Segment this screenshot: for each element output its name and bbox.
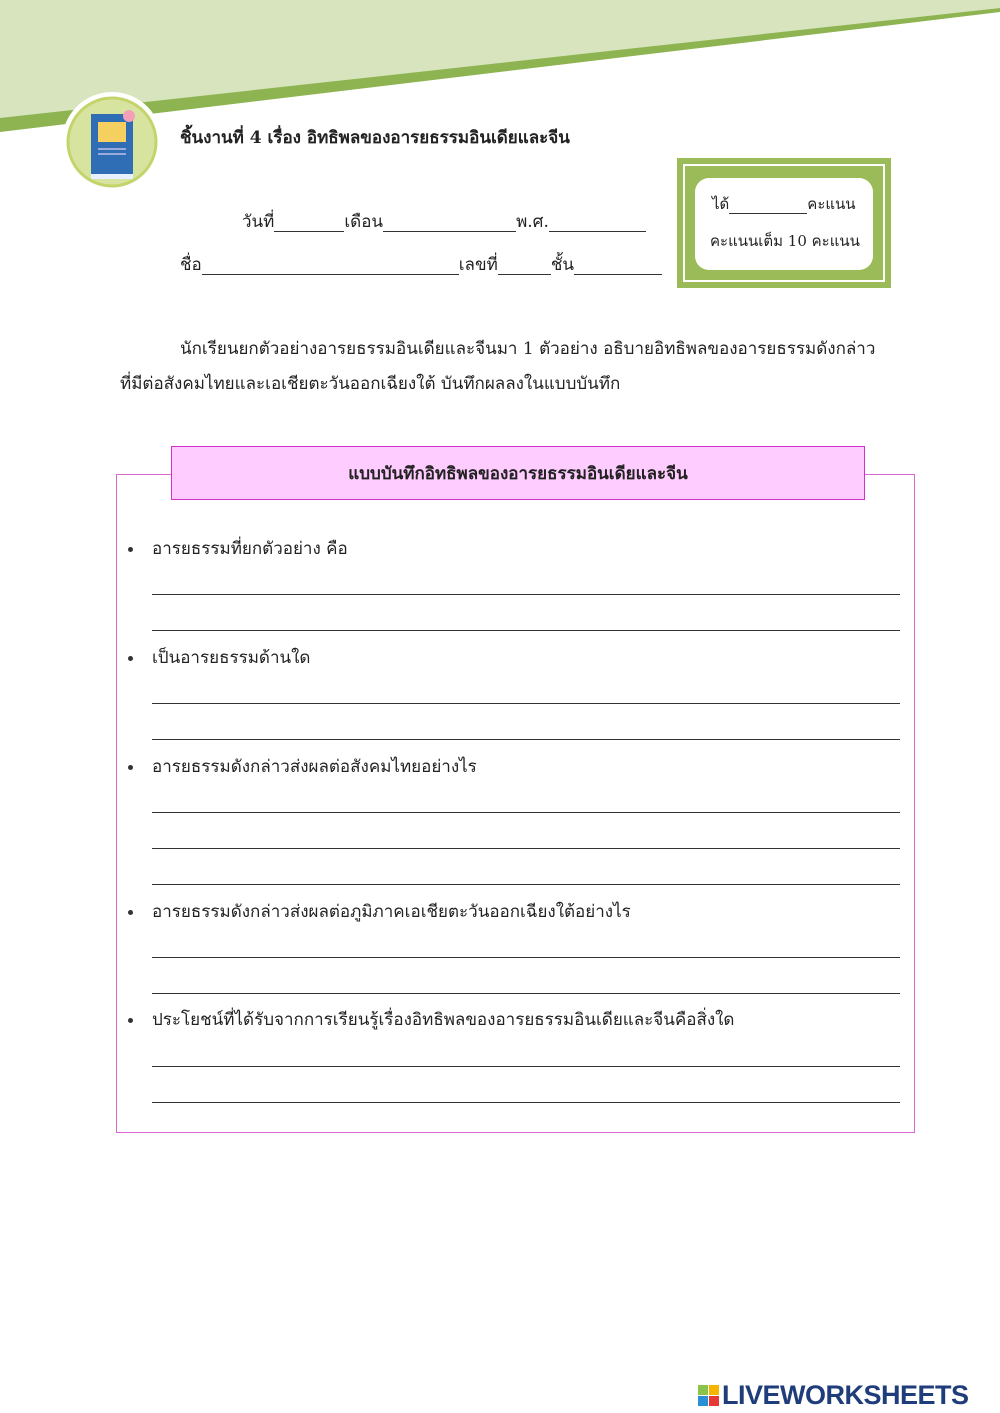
notebook-icon-art bbox=[66, 96, 158, 188]
answer-line[interactable] bbox=[152, 848, 900, 849]
answer-line[interactable] bbox=[152, 957, 900, 958]
question-label: อารยธรรมดังกล่าวส่งผลต่อสังคมไทยอย่างไร bbox=[152, 757, 477, 777]
answer-line[interactable] bbox=[152, 993, 900, 994]
number-field[interactable] bbox=[498, 258, 551, 275]
bullet-icon bbox=[128, 547, 133, 552]
bullet-icon bbox=[128, 910, 133, 915]
instructions-line-2: ที่มีต่อสังคมไทยและเอเชียตะวันออกเฉียงใต้ บันทึกผลลงในแบบบันทึก bbox=[120, 374, 621, 394]
liveworksheets-logo bbox=[698, 1380, 969, 1411]
bullet-icon bbox=[128, 765, 133, 770]
answer-line[interactable] bbox=[152, 1066, 900, 1067]
score-points-label: คะแนน bbox=[807, 195, 856, 213]
record-title-box bbox=[171, 446, 865, 500]
day-field[interactable] bbox=[274, 215, 344, 232]
score-field[interactable] bbox=[729, 199, 807, 214]
question-label: ประโยชน์ที่ได้รับจากการเรียนรู้เรื่องอิทธิพลของอารยธรรมอินเดียและจีนคือสิ่งใด bbox=[152, 1010, 735, 1030]
answer-line[interactable] bbox=[152, 812, 900, 813]
question-label: อารยธรรมดังกล่าวส่งผลต่อภูมิภาคเอเชียตะวันออกเฉียงใต้อย่างไร bbox=[152, 902, 631, 922]
month-field[interactable] bbox=[383, 215, 516, 232]
score-box bbox=[677, 158, 891, 288]
bullet-icon bbox=[128, 656, 133, 661]
number-label: เลขที่ bbox=[458, 255, 498, 275]
name-line bbox=[180, 255, 662, 275]
date-line bbox=[242, 212, 646, 232]
answer-line[interactable] bbox=[152, 739, 900, 740]
month-label: เดือน bbox=[344, 212, 384, 232]
class-label: ชั้น bbox=[550, 255, 574, 275]
record-box bbox=[116, 474, 915, 1133]
question-label: เป็นอารยธรรมด้านใด bbox=[152, 648, 311, 668]
instructions-line-1: นักเรียนยกตัวอย่างอารยธรรมอินเดียและจีนมา 1 ตัวอย่าง อธิบายอิทธิพลของอารยธรรมดังกล่าว bbox=[180, 339, 876, 359]
answer-line[interactable] bbox=[152, 630, 900, 631]
day-label: วันที่ bbox=[242, 212, 275, 232]
name-field[interactable] bbox=[202, 258, 459, 275]
score-got-label: ได้ bbox=[712, 195, 730, 213]
year-field[interactable] bbox=[549, 215, 646, 232]
full-score-label: คะแนนเต็ม 10 คะแนน bbox=[710, 232, 860, 250]
record-title: แบบบันทึกอิทธิพลของอารยธรรมอินเดียและจีน bbox=[348, 463, 688, 484]
answer-line[interactable] bbox=[152, 884, 900, 885]
answer-line[interactable] bbox=[152, 703, 900, 704]
answer-line[interactable] bbox=[152, 1102, 900, 1103]
class-field[interactable] bbox=[574, 258, 662, 275]
page-title: ชิ้นงานที่ 4 เรื่อง อิทธิพลของอารยธรรมอินเดียและจีน bbox=[180, 128, 570, 148]
year-label: พ.ศ. bbox=[516, 212, 549, 232]
bullet-icon bbox=[128, 1018, 133, 1023]
brand-name: LIVEWORKSHEETS bbox=[722, 1380, 969, 1410]
name-label: ชื่อ bbox=[180, 255, 202, 275]
answer-line[interactable] bbox=[152, 594, 900, 595]
question-label: อารยธรรมที่ยกตัวอย่าง คือ bbox=[152, 539, 348, 559]
